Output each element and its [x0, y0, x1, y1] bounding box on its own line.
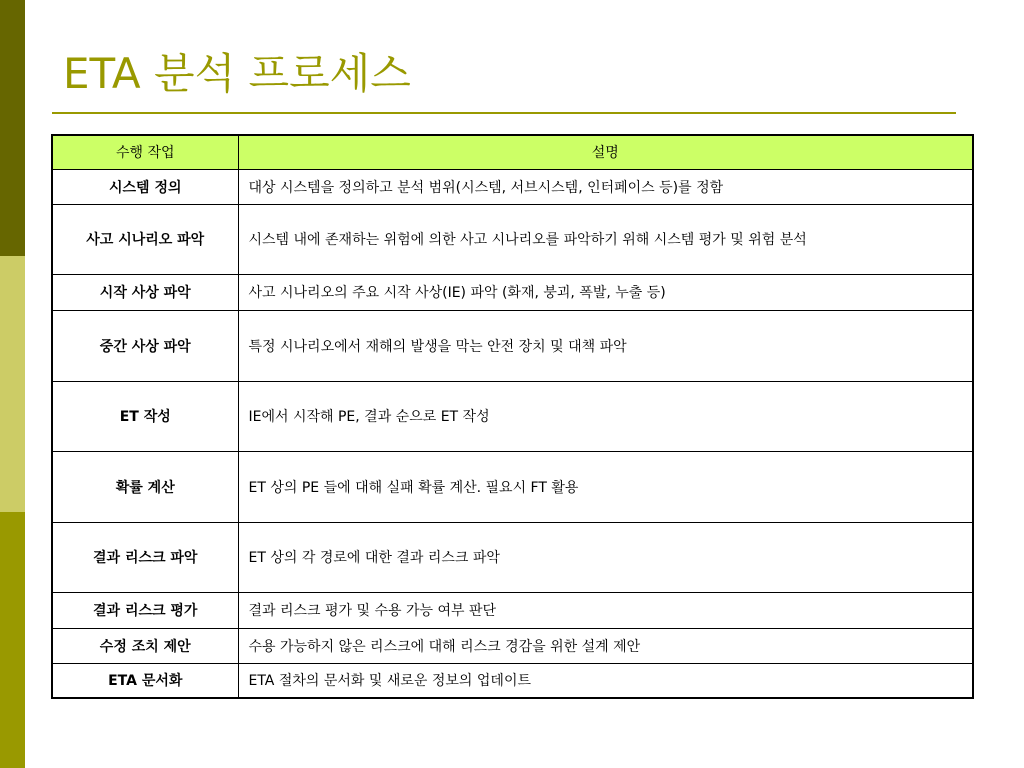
table-row: [52, 310, 973, 381]
task-cell: ETA 문서화: [52, 663, 238, 698]
description-cell: 대상 시스템을 정의하고 분석 범위(시스템, 서브시스템, 인터페이스 등)를 정함: [238, 169, 973, 204]
side-bar-dark: [0, 0, 25, 256]
side-bar-light: [0, 256, 25, 512]
description-cell: ET 상의 각 경로에 대한 결과 리스크 파악: [238, 522, 973, 592]
task-cell: 확률 계산: [52, 451, 238, 522]
title-divider: [52, 112, 956, 114]
table-row: [52, 451, 973, 522]
task-cell: 시작 사상 파악: [52, 274, 238, 310]
description-cell: ETA 절차의 문서화 및 새로운 정보의 업데이트: [238, 663, 973, 698]
table-row: [52, 592, 973, 628]
task-cell: 수정 조치 제안: [52, 628, 238, 663]
table-row: [52, 204, 973, 274]
description-cell: IE에서 시작해 PE, 결과 순으로 ET 작성: [238, 381, 973, 451]
side-bar-olive: [0, 512, 25, 768]
description-cell: ET 상의 PE 들에 대해 실패 확률 계산. 필요시 FT 활용: [238, 451, 973, 522]
description-cell: 특정 시나리오에서 재해의 발생을 막는 안전 장치 및 대책 파악: [238, 310, 973, 381]
task-cell: 시스템 정의: [52, 169, 238, 204]
table-row: [52, 169, 973, 204]
task-cell: 사고 시나리오 파악: [52, 204, 238, 274]
table-row: [52, 628, 973, 663]
task-cell: ET 작성: [52, 381, 238, 451]
process-table: [51, 134, 974, 699]
header-task: 수행 작업: [52, 135, 238, 169]
table-row: [52, 663, 973, 698]
task-cell: 결과 리스크 평가: [52, 592, 238, 628]
table-row: [52, 274, 973, 310]
slide-title: ETA 분석 프로세스: [63, 49, 411, 98]
description-cell: 사고 시나리오의 주요 시작 사상(IE) 파악 (화재, 붕괴, 폭발, 누출 등): [238, 274, 973, 310]
table-row: [52, 522, 973, 592]
task-cell: 결과 리스크 파악: [52, 522, 238, 592]
description-cell: 결과 리스크 평가 및 수용 가능 여부 판단: [238, 592, 973, 628]
description-cell: 시스템 내에 존재하는 위험에 의한 사고 시나리오를 파악하기 위해 시스템 평가 및 위험 분석: [238, 204, 973, 274]
table-row: [52, 381, 973, 451]
task-cell: 중간 사상 파악: [52, 310, 238, 381]
description-cell: 수용 가능하지 않은 리스크에 대해 리스크 경감을 위한 설계 제안: [238, 628, 973, 663]
table-header-row: [52, 135, 973, 169]
header-description: 설명: [238, 135, 973, 169]
